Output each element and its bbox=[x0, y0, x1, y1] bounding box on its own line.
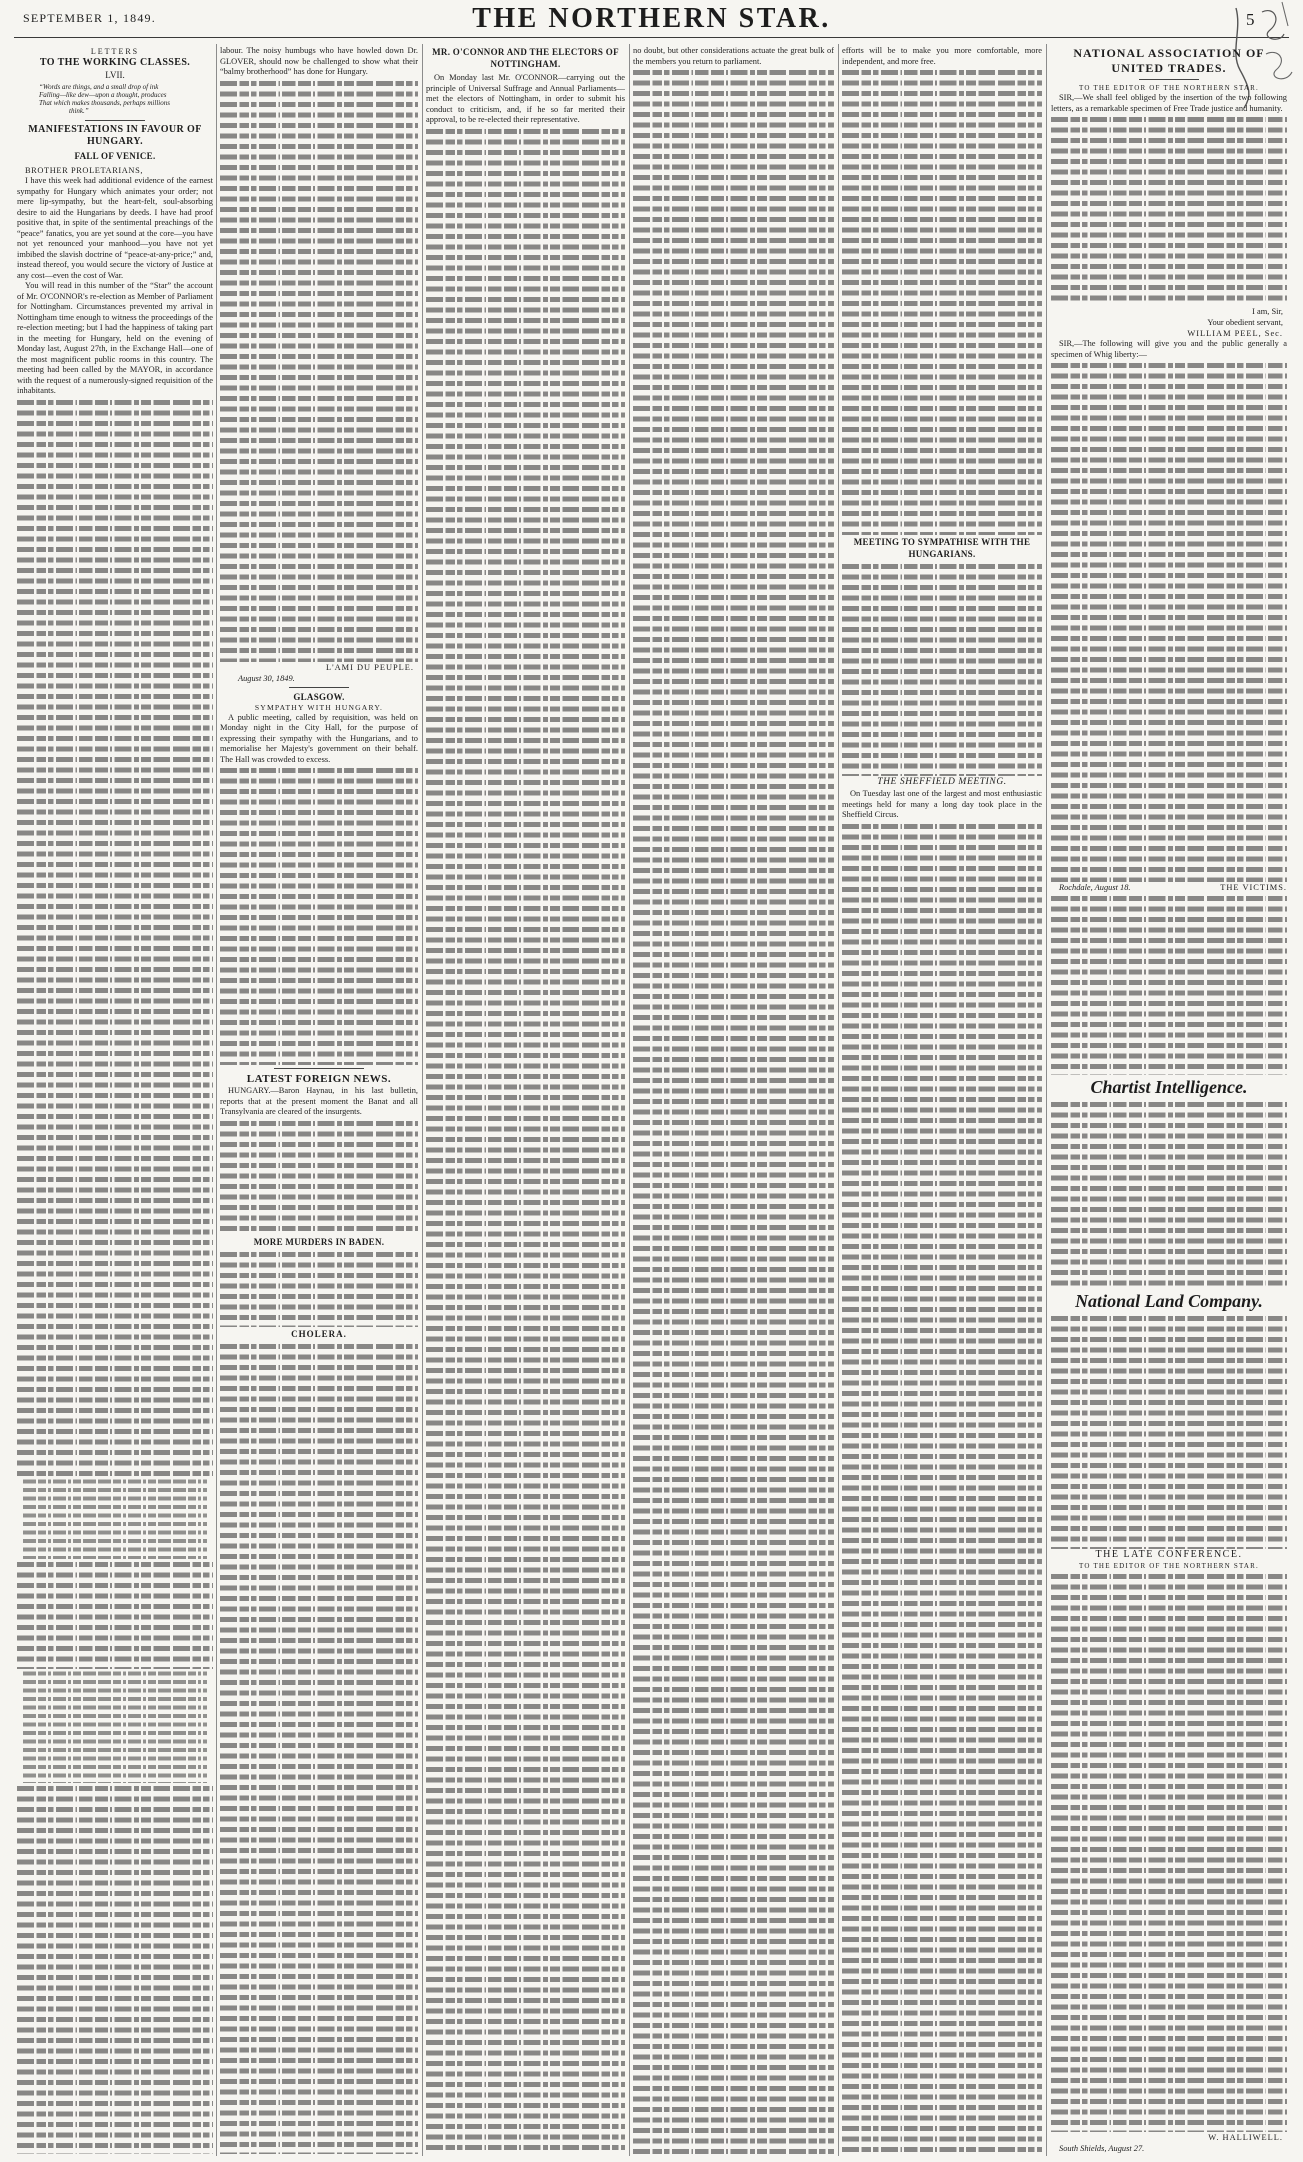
fourth-column bbox=[633, 46, 834, 2154]
glasgow-heading: GLASGOW. bbox=[293, 691, 345, 702]
paragraph: On Tuesday last one of the largest and most enthusiastic meetings held for many a long day took place in the Sheffield Circus. bbox=[842, 789, 1042, 819]
salutation: BROTHER PROLETARIANS, bbox=[25, 166, 144, 175]
sheffield-heading: THE SHEFFIELD MEETING. bbox=[877, 777, 1007, 787]
land-company-heading: National Land Company. bbox=[1075, 1291, 1263, 1311]
glasgow-subheading: SYMPATHY WITH HUNGARY. bbox=[254, 702, 384, 712]
illegible-small-text-block bbox=[23, 1669, 207, 1783]
paragraph: SIR,—The following will give you and the public generally a specimen of Whig liberty:— bbox=[1051, 339, 1287, 359]
headline-line: HUNGARIANS. bbox=[908, 549, 976, 559]
chartist-intelligence-heading: Chartist Intelligence. bbox=[1090, 1077, 1248, 1097]
letter-signature: THE VICTIMS. bbox=[1220, 883, 1287, 892]
illegible-text-block bbox=[17, 1559, 213, 1669]
foreign-news-heading: LATEST FOREIGN NEWS. bbox=[246, 1073, 392, 1085]
illegible-text-block bbox=[842, 67, 1042, 535]
letters-column bbox=[17, 46, 213, 2154]
headline-line: MR. O'CONNOR AND THE ELECTORS OF bbox=[432, 47, 619, 57]
illegible-text-block bbox=[220, 1118, 418, 1235]
letter-signature: W. HALLIWELL. bbox=[1208, 2133, 1283, 2142]
conference-heading: THE LATE CONFERENCE. bbox=[1095, 1549, 1243, 1560]
second-column bbox=[220, 46, 418, 2154]
masthead-rule bbox=[14, 37, 1289, 38]
paragraph: A public meeting, called by requisition, was held on Monday night in the City Hall, for the purpose of expressing their sympathy with the Hungarians, and to memorialise her Majesty's government on their behalf. The Hall was crowded to excess. bbox=[220, 712, 418, 764]
letter-number: LVII. bbox=[105, 70, 125, 80]
issue-date: SEPTEMBER 1, 1849. bbox=[23, 11, 156, 25]
section-rule bbox=[85, 120, 145, 121]
paragraph: efforts will be to make you more comfortable, more independent, and more free. bbox=[842, 46, 1042, 66]
illegible-text-block bbox=[220, 765, 418, 1065]
headline-line: MEETING TO SYMPATHISE WITH THE bbox=[853, 537, 1031, 547]
paragraph: no doubt, but other considerations actuate the great bulk of the members you return to parliament. bbox=[633, 46, 834, 66]
letters-kicker: LETTERS bbox=[90, 47, 140, 56]
paragraph: HUNGARY.—Baron Haynau, in his last bulletin, reports that at the present moment the Banat and all Transylvania are cleared of the insurgents. bbox=[220, 1086, 418, 1116]
headline-line: HUNGARY. bbox=[86, 136, 144, 147]
letters-series-title: TO THE WORKING CLASSES. bbox=[39, 57, 191, 68]
illegible-text-block bbox=[220, 1341, 418, 2155]
to-editor-line: TO THE EDITOR OF THE NORTHERN STAR. bbox=[1079, 1562, 1259, 1570]
letter-signature: WILLIAM PEEL, Sec. bbox=[1187, 329, 1283, 338]
illegible-text-block bbox=[17, 397, 213, 1477]
epigraph bbox=[17, 81, 213, 117]
author-signature: L'AMI DU PEUPLE. bbox=[326, 662, 414, 672]
paragraph: SIR,—We shall feel obliged by the insertion of the two following letters, as a remarkable specimen of Free Trade justice and humanity. bbox=[1051, 93, 1287, 113]
epigraph-line: That which makes thousands, perhaps millions bbox=[39, 99, 170, 107]
illegible-text-block bbox=[220, 1249, 418, 1327]
paragraph: labour. The noisy humbugs who have howled down Dr. GLOVER, should now be challenged to show what their “balmy brotherhood” has done for Hungary. bbox=[220, 46, 418, 76]
article-headline bbox=[17, 124, 213, 148]
column-rule bbox=[422, 44, 423, 2156]
column-rule bbox=[629, 44, 630, 2156]
column-rule bbox=[216, 44, 217, 2156]
to-editor-line: TO THE EDITOR OF THE NORTHERN STAR. bbox=[1079, 84, 1259, 92]
column-rule bbox=[1046, 44, 1047, 2156]
section-rule bbox=[289, 687, 349, 688]
illegible-text-block bbox=[17, 1783, 213, 2155]
illegible-text-block bbox=[842, 561, 1042, 776]
article-subhead: FALL OF VENICE. bbox=[74, 151, 156, 161]
epigraph-line: Falling—like dew—upon a thought, produces bbox=[39, 91, 167, 99]
fifth-column bbox=[842, 46, 1042, 2154]
closing-line: I am, Sir, bbox=[1252, 307, 1283, 316]
illegible-text-block bbox=[1051, 360, 1287, 882]
closing-line: Your obedient servant, bbox=[1207, 318, 1283, 327]
illegible-text-block bbox=[426, 126, 625, 2155]
paragraph: I have this week had additional evidence of the earnest sympathy for Hungary which animates your order; not mere lip-sympathy, but the heart-felt, soul-absorbing desire to aid the Hungarians by deeds. I have had proof positive that, in spite of the sentimental preachings of the “peace” fanatics, you are yet sound at the core—you have not yet renounced your manhood—you have not yet imbibed the slavish doctrine of “peace-at-any-price;” and, instead thereof, you would secure the victory of Justice at any cost—even the cost of War. bbox=[17, 176, 213, 280]
nottingham-headline bbox=[426, 46, 625, 70]
letter-place-date: South Shields, August 27. bbox=[1059, 2144, 1145, 2153]
illegible-small-text-block bbox=[23, 1477, 207, 1559]
page-number: 5 bbox=[1246, 10, 1255, 29]
newspaper-title: THE NORTHERN STAR. bbox=[472, 3, 831, 34]
letter-signoff bbox=[1051, 882, 1287, 893]
illegible-text-block bbox=[842, 821, 1042, 2155]
paragraph: You will read in this number of the “Star” the account of Mr. O'CONNOR's re-election as Member of Parliament for Nottingham. Circumstances prevented my arrival in Nottingham time enough to witness the proceedings of the re-election meeting; but I had the happiness of taking part in the meeting for Hungary, held on the evening of Monday last, August 27th, in the Exchange Hall—one of the most magnificent public rooms in this country. The meeting had been called by the MAYOR, in accordance with the request of a numerously-signed requisition of the inhabitants. bbox=[17, 281, 213, 395]
signature-date: August 30, 1849. bbox=[238, 673, 295, 683]
trades-column bbox=[1051, 46, 1287, 2154]
epigraph-line: “Words are things, and a small drop of ink bbox=[39, 83, 159, 91]
illegible-text-block bbox=[633, 67, 834, 2154]
illegible-text-block bbox=[1051, 1099, 1287, 1289]
headline-line: NOTTINGHAM. bbox=[490, 59, 561, 69]
illegible-text-block bbox=[1051, 1313, 1287, 1549]
section-rule bbox=[1139, 79, 1199, 80]
section-rule bbox=[274, 1068, 364, 1069]
headline-line: MANIFESTATIONS IN FAVOUR OF bbox=[28, 124, 202, 135]
illegible-text-block bbox=[1051, 1571, 1287, 2132]
headline-line: NATIONAL ASSOCIATION OF bbox=[1073, 46, 1265, 60]
letter-place-date: Rochdale, August 18. bbox=[1059, 883, 1131, 892]
cholera-heading: CHOLERA. bbox=[291, 1328, 347, 1339]
illegible-text-block bbox=[1051, 893, 1287, 1075]
headline-line: UNITED TRADES. bbox=[1111, 61, 1227, 75]
epigraph-line: think.” bbox=[69, 107, 89, 115]
hungarian-meeting-heading bbox=[842, 536, 1042, 560]
trades-headline bbox=[1051, 46, 1287, 76]
paragraph: On Monday last Mr. O'CONNOR—carrying out the principle of Universal Suffrage and Annual Parliaments—met the electors of Nottingham, in order to submit his conduct to criticism, and, if he so far merited their approval, to be re-elected their representative. bbox=[426, 73, 625, 124]
column-rule bbox=[838, 44, 839, 2156]
illegible-text-block bbox=[1051, 114, 1287, 306]
nottingham-column bbox=[426, 46, 625, 2154]
baden-heading: MORE MURDERS IN BADEN. bbox=[253, 1236, 385, 1247]
illegible-text-block bbox=[220, 78, 418, 662]
